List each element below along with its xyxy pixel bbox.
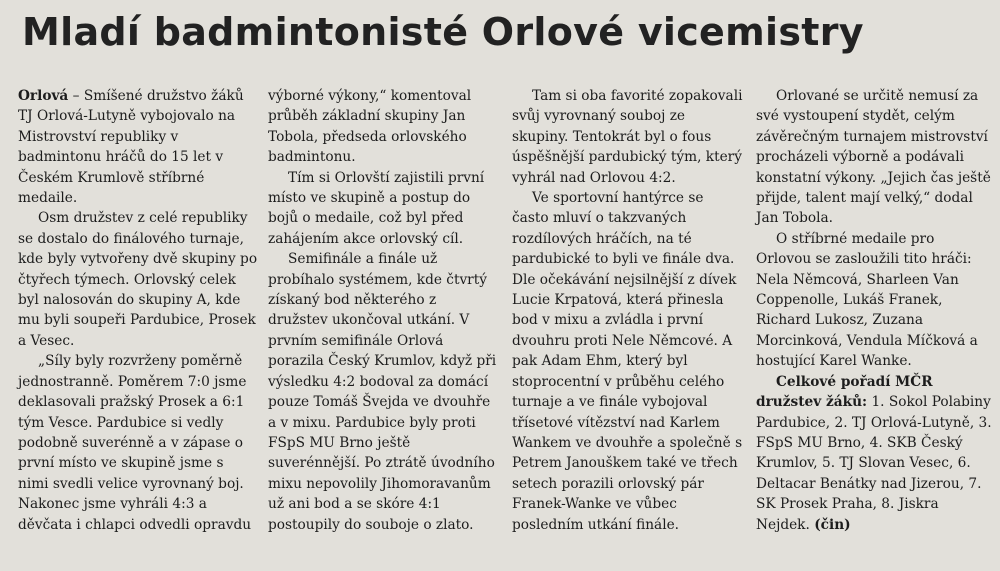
article-column-1 — [18, 86, 258, 535]
paragraph: výborné výkony,“ komentoval průběh základní skupiny Jan Tobola, předseda orlovského badmintonu. — [268, 88, 472, 166]
paragraph: Tím si Orlovští zajistili první místo ve skupině a postup do bojů o medaile, což byl před zahájením akce orlovský cíl. — [268, 169, 485, 247]
article-column-3 — [512, 86, 744, 535]
paragraph: Ve sportovní hantýrce se často mluví o takzvaných rozdílových hráčích, na té pardubické to byli ve finále dva. Dle očekávání nejsilnější z dívek Lucie Krpatová, která přinesla bod v mixu a zvládla i první dvouhru proti Nele Němcové. A pak Adam Ehm, který byl stoprocentní v průběhu celého turnaje a ve finále vybojoval třísetové vítězství nad Karlem Wankem ve dvouhře a společně s Petrem Janouškem také ve třech setech porazili orlovský pár Franek-Wanke ve vůbec posledním utkání finále. — [512, 190, 743, 533]
author-signature: (čin) — [814, 516, 851, 533]
paragraph: Tam si oba favorité zopakovali svůj vyrovnaný souboj ze skupiny. Tentokrát byl o fous úspěšnější pardubický tým, který vyhrál nad Orlovou 4:2. — [512, 88, 743, 186]
article-column-4 — [756, 86, 992, 535]
results-heading: Celkové pořadí MČR družstev žáků: — [756, 373, 933, 411]
paragraph — [18, 86, 258, 208]
results-list: 1. Sokol Polabiny Pardubice, 2. TJ Orlová-Lutyně, 3. FSpS MU Brno, 4. SKB Český Krumlov, 5. TJ Slovan Vesec, 6. Deltacar Benátky nad Jizerou, 7. SK Prosek Praha, 8. Jiskra Nejdek. — [756, 394, 992, 533]
headline: Mladí badmintonisté Orlové vicemistry — [22, 10, 864, 54]
paragraph-text: – Smíšené družstvo žáků TJ Orlová-Lutyně vybojovalo na Mistrovství republiky v badmintonu hráčů do 15 let v Českém Krumlově stříbrné medaile. — [18, 88, 244, 207]
paragraph — [756, 372, 992, 535]
paragraph: „Síly byly rozvrženy poměrně jednostranně. Poměrem 7:0 jsme deklasovali pražský Prosek a 6:1 tým Vesce. Pardubice si vedly podobně suverénně a v zápase o první místo ve skupině jsme s nimi svedli velice vyrovnaný boj. Nakonec jsme vyhráli 4:3 a děvčata i chlapci odvedli opravdu — [18, 353, 252, 533]
paragraph: O stříbrné medaile pro Orlovou se zasloužili tito hráči: Nela Němcová, Sharleen Van Coppenolle, Lukáš Franek, Richard Lukosz, Zuzana Morcinková, Vendula Míčková a hostující Karel Wanke. — [756, 230, 978, 370]
paragraph: Orlované se určitě nemusí za své vystoupení stydět, celým závěrečným turnajem mistrovství procházeli výborně a podávali konstatní výkony. „Jejich čas ještě přijde, talent mají velký,“ dodal Jan Tobola. — [756, 88, 991, 227]
article-column-2 — [268, 86, 500, 535]
paragraph: Semifinále a finále už probíhalo systémem, kde čtvrtý získaný bod některého z družstev ukončoval utkání. V prvním semifinále Orlová porazila Český Krumlov, když při výsledku 4:2 bodoval za domácí pouze Tomáš Švejda ve dvouhře a v mixu. Pardubice byly proti FSpS MU Brno ještě suverénnější. Po ztrátě úvodního mixu nepovolily Jihomoravanům už ani bod a se skóre 4:1 postoupily do souboje o zlato. — [268, 251, 497, 533]
paragraph: Osm družstev z celé republiky se dostalo do finálového turnaje, kde byly vytvořeny dvě skupiny po čtyřech týmech. Orlovský celek byl nalosován do skupiny A, kde mu byli soupeři Pardubice, Prosek a Vesec. — [18, 210, 258, 349]
dateline: Orlová — [18, 88, 69, 104]
